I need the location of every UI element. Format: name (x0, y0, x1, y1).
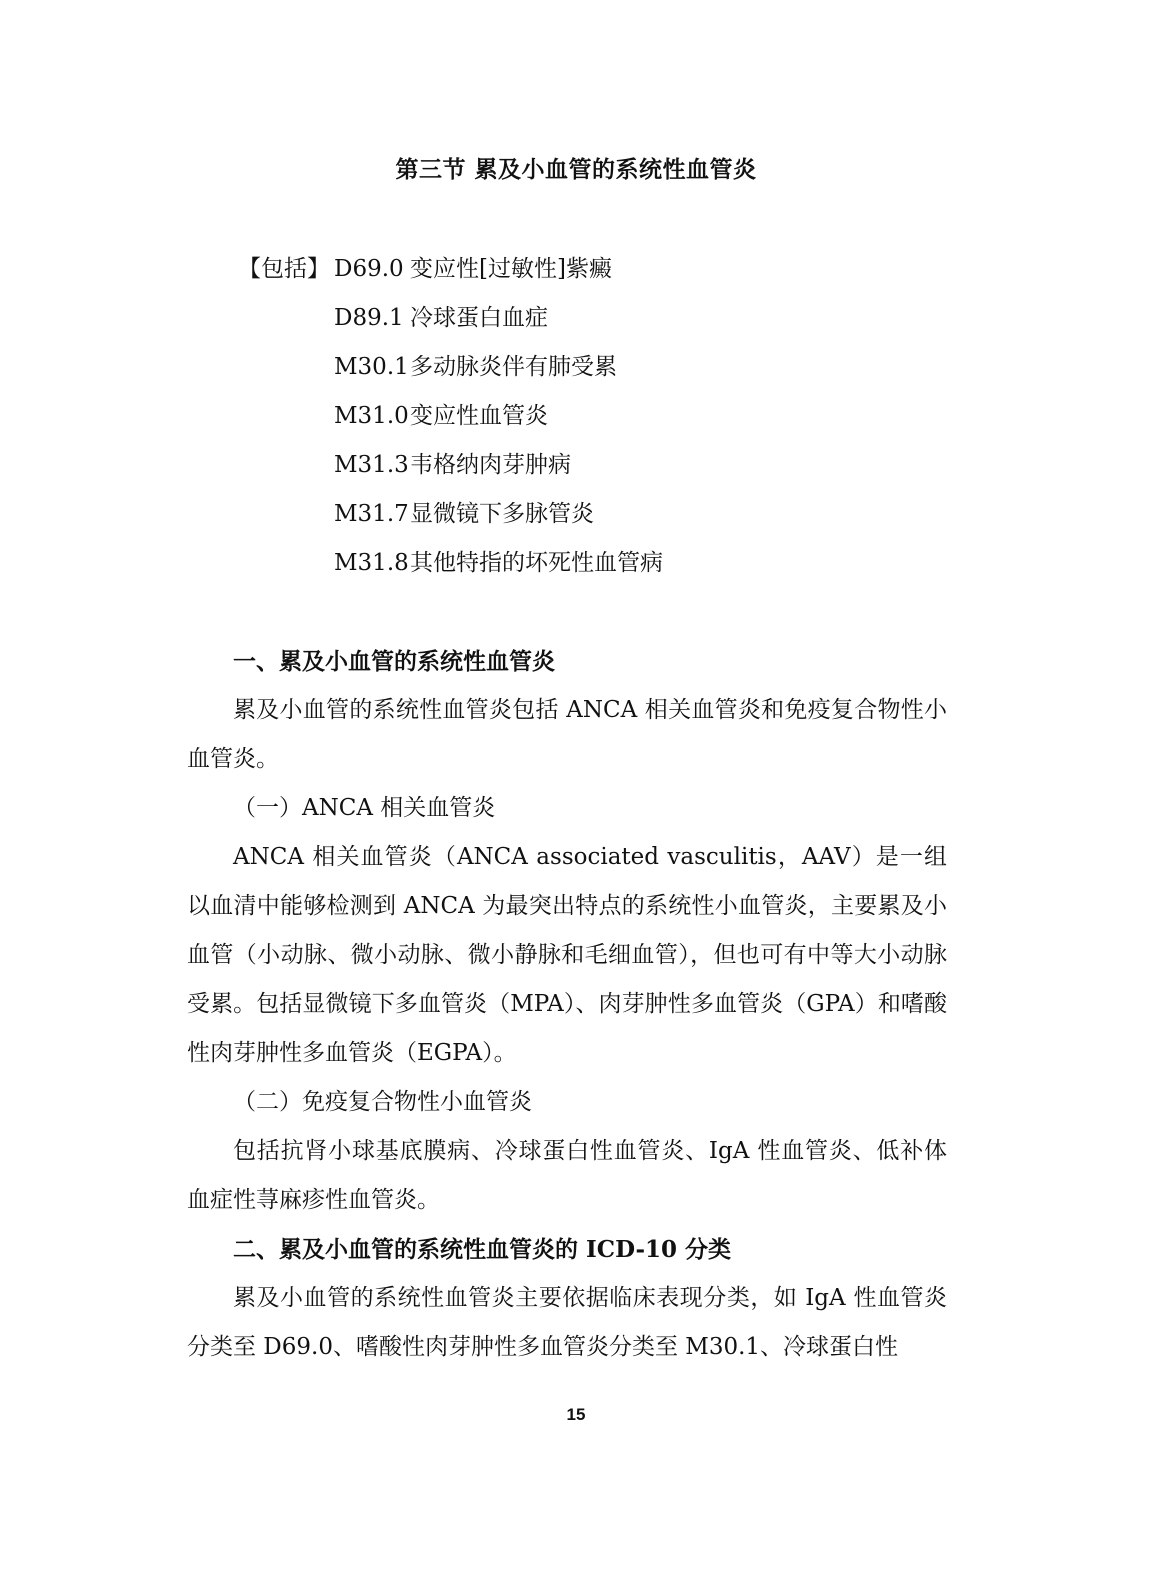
include-item (238, 444, 1038, 493)
icd-code: M31.3 (334, 452, 409, 478)
includes-list (238, 248, 1038, 591)
section-title: 第三节 累及小血管的系统性血管炎 (395, 156, 757, 183)
part2-text: 累及小血管的系统性血管炎主要依据临床表现分类，如 IgA 性血管炎分类至 D69.0、嗜酸性肉芽肿性多血管炎分类至 M30.1、冷球蛋白性 (187, 1285, 947, 1360)
body-text (187, 637, 947, 1372)
icd-code: M31.8 (334, 550, 409, 576)
disease-name: 韦格纳肉芽肿病 (410, 452, 571, 478)
icd-code: D69.0 (334, 256, 404, 282)
include-item (238, 542, 1038, 591)
include-item (238, 346, 1038, 395)
include-item (238, 493, 1038, 542)
include-item (238, 248, 1038, 297)
page-number: 15 (566, 1405, 586, 1424)
includes-label: 【包括】 (238, 256, 330, 282)
sub1-text: ANCA 相关血管炎（ANCA associated vasculitis，AAV）是一组以血清中能够检测到 ANCA 为最突出特点的系统性小血管炎，主要累及小血管（小动脉、微小动脉、微小静脉和毛细血管），但也可有中等大小动脉受累。包括显微镜下多血管炎（MPA）、肉芽肿性多血管炎（GPA）和嗜酸性肉芽肿性多血管炎（EGPA）。 (187, 844, 947, 1066)
part2-heading: 二、累及小血管的系统性血管炎的 ICD-10 分类 (233, 1236, 732, 1263)
part1-intro: 累及小血管的系统性血管炎包括 ANCA 相关血管炎和免疫复合物性小血管炎。 (187, 697, 947, 772)
sub2-heading: （二）免疫复合物性小血管炎 (233, 1089, 532, 1115)
icd-code: M30.1 (334, 354, 409, 380)
disease-name: 其他特指的坏死性血管病 (410, 550, 663, 576)
sub2-text: 包括抗肾小球基底膜病、冷球蛋白性血管炎、IgA 性血管炎、低补体血症性荨麻疹性血管炎。 (187, 1138, 947, 1213)
sub1-heading: （一）ANCA 相关血管炎 (233, 795, 496, 821)
include-item (238, 395, 1038, 444)
disease-name: 冷球蛋白血症 (410, 305, 548, 331)
disease-name: 变应性[过敏性]紫癜 (410, 256, 612, 282)
part1-heading: 一、累及小血管的系统性血管炎 (233, 648, 555, 675)
icd-code: M31.7 (334, 501, 409, 527)
icd-code: D89.1 (334, 305, 404, 331)
disease-name: 变应性血管炎 (410, 403, 548, 429)
disease-name: 显微镜下多脉管炎 (410, 501, 594, 527)
disease-name: 多动脉炎伴有肺受累 (410, 354, 617, 380)
icd-code: M31.0 (334, 403, 409, 429)
include-item (238, 297, 1038, 346)
